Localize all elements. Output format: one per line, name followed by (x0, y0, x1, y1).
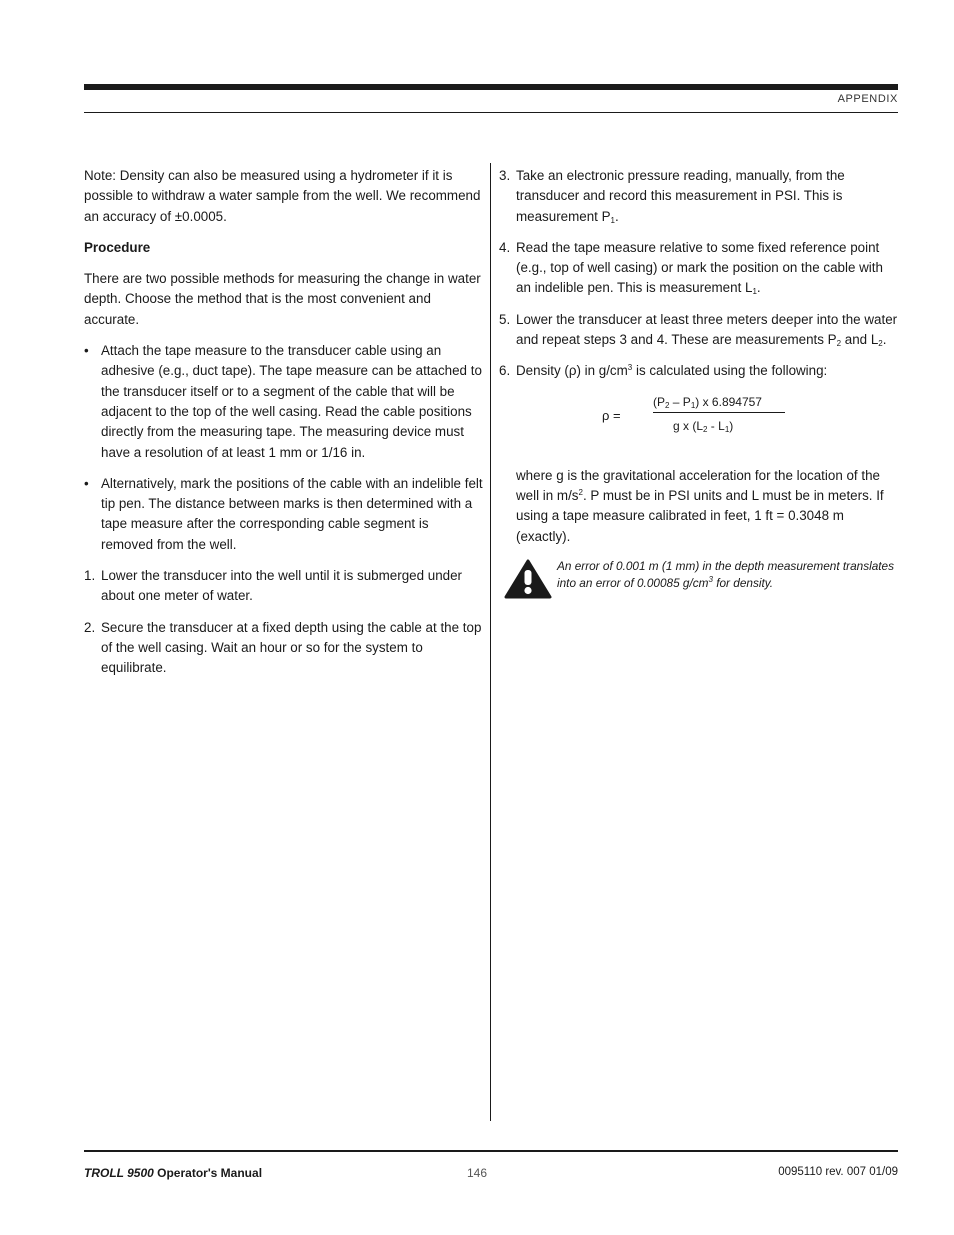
procedure-heading: Procedure (84, 239, 151, 255)
header-rule-thin (84, 112, 898, 113)
formula-lhs: ρ = (602, 407, 621, 423)
step-text: Take an electronic pressure reading, manually, from the transducer and record this measurement in PSI. This is measurement $P_1$. (516, 168, 845, 225)
density-note: Note: Density can also be measured using a hydrometer if it is possible to withdraw a water sample from the well. We recommend an accuracy of ±0.0005. (84, 168, 481, 224)
density-formula (516, 386, 899, 466)
step-item (499, 166, 899, 227)
step-text: Density (ρ) in $g/cm^3$ is calculated using the following: (516, 363, 828, 379)
bullet-item (84, 474, 484, 555)
bullet-item (84, 341, 484, 463)
section-label: APPENDIX (837, 93, 898, 105)
step-number: 6. (499, 363, 511, 379)
bullet-marker: • (84, 475, 89, 491)
bullet-text: Attach the tape measure to the transducer cable using an adhesive (e.g., duct tape). The tape measure can be attached to the transducer itself or to a segment of the cable that will be adjacent to the top of the well casing. Read the cable positions directly from the measuring tape. The measuring device must have a resolution of at least 1 mm or 1/16 in. (101, 343, 482, 460)
bullet-marker: • (84, 343, 89, 359)
caution-note (499, 558, 899, 592)
step-item (499, 238, 899, 299)
bullet-text: Alternatively, mark the positions of the cable with an indelible felt tip pen. The distance between marks is then determined with a tape measure after the corresponding cable segment is removed from the well. (101, 475, 483, 552)
header-rule-thick (84, 84, 898, 90)
step-number: 5. (499, 311, 511, 327)
footer-rule (84, 1150, 898, 1152)
step-number: 1. (84, 568, 96, 584)
step-item (499, 361, 899, 381)
column-divider (490, 163, 491, 1121)
step-text: Read the tape measure relative to some fixed reference point (e.g., top of well casing) or mark the position on the cable with an indelible pen. This is measurement $L_1$. (516, 239, 883, 297)
warning-icon (504, 559, 552, 604)
formula-explanation: where g is the gravitational acceleration for the location of the well in $m/s^2$. P must be in PSI units and L must be in meters. If using a tape measure calibrated in feet, 1 ft = 0.3048 m (exactly). (516, 467, 884, 544)
step-text: Secure the transducer at a fixed depth using the cable at the top of the well casing. Wait an hour or so for the system to equilibrate. (101, 619, 482, 676)
step-item (84, 566, 484, 607)
step-item (499, 310, 899, 351)
document-number: 0095110 rev. 007 01/09 (778, 1166, 898, 1178)
step-number: 3. (499, 168, 511, 183)
caution-text: An error of 0.001 m (1 mm) in the depth measurement translates into an error of 0.00085 $g/cm^3$ for density. (557, 558, 895, 590)
formula-numerator: $(P_2 - P_1)$ x 6.894757 (653, 394, 762, 410)
footer-manual-title: TROLL 9500 Operator's Manual (84, 1166, 263, 1180)
step-text: Lower the transducer into the well until it is submerged under about one meter of water. (101, 568, 462, 604)
step-number: 4. (499, 239, 511, 255)
procedure-intro: There are two possible methods for measuring the change in water depth. Choose the method that is the most convenient and accurate. (84, 271, 481, 327)
right-column (499, 166, 899, 592)
step-number: 2. (84, 619, 96, 635)
fraction-bar (653, 412, 785, 413)
formula-denominator: g x $(L_2 - L_1)$ (673, 418, 734, 434)
left-column (84, 166, 484, 690)
page-number: 146 (466, 1166, 488, 1180)
step-item (84, 618, 484, 679)
step-text: Lower the transducer at least three meters deeper into the water and repeat steps 3 and 4. These are measurements $P_2$ and $L_2$. (516, 311, 898, 349)
